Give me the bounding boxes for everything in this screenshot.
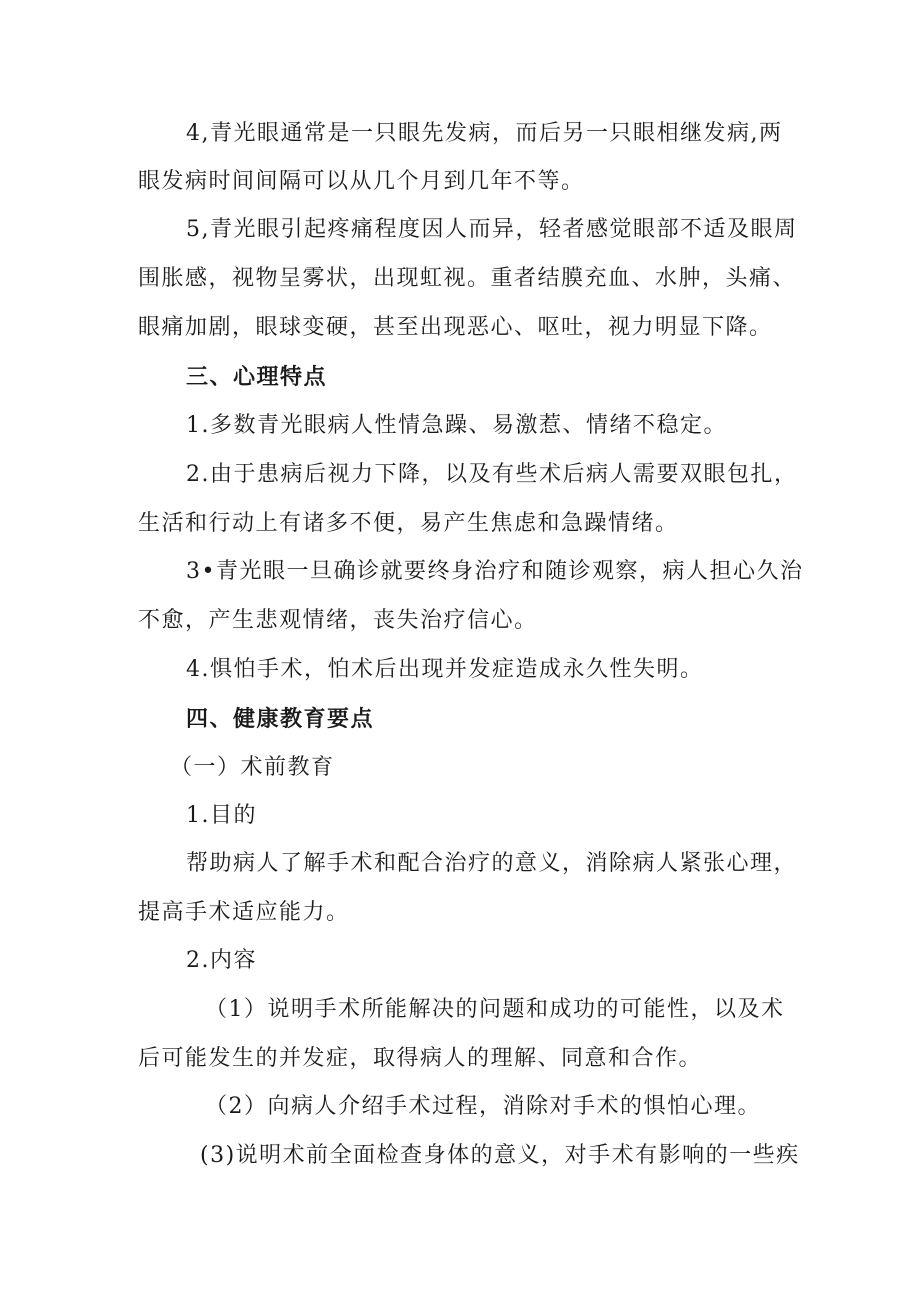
list-item: 3•青光眼一旦确诊就要终身治疗和随诊观察，病人担心久治 — [186, 559, 804, 584]
list-item: 1.多数青光眼病人性情急躁、易激惹、情绪不稳定。 — [186, 413, 727, 438]
paragraph-line: 5,青光眼引起疼痛程度因人而异，轻者感觉眼部不适及眼周 — [186, 217, 798, 242]
paragraph-line: 眼发病时间间隔可以从几个月到几年不等。 — [138, 169, 585, 194]
paragraph-line: 围胀感，视物呈雾状，出现虹视。重者结膜充血、水肿，头痛、 — [138, 266, 797, 291]
list-item: 4.惧怕手术，怕术后出现并发症造成永久性失明。 — [186, 657, 704, 682]
subsection-heading: （一）术前教育 — [170, 755, 335, 780]
list-item: （2）向病人介绍手术过程，消除对手术的惧怕心理。 — [205, 1094, 761, 1119]
paragraph-line: 眼痛加剧，眼球变硬，甚至出现恶心、呕吐，视力明显下降。 — [138, 315, 773, 340]
section-heading: 三、心理特点 — [186, 364, 328, 390]
paragraph-line: 提高手术适应能力。 — [138, 900, 350, 925]
paragraph-line: 4,青光眼通常是一只眼先发病，而后另一只眼相继发病,两 — [186, 121, 783, 146]
list-item: (3)说明术前全面检查身体的意义，对手术有影响的一些疾 — [200, 1143, 800, 1168]
paragraph-line: 帮助病人了解手术和配合治疗的意义，消除病人紧张心理， — [186, 851, 798, 876]
section-heading: 四、健康教育要点 — [186, 706, 375, 732]
list-item: 2.由于患病后视力下降，以及有些术后病人需要双眼包扎， — [186, 462, 798, 487]
paragraph-line: 后可能发生的并发症，取得病人的理解、同意和合作。 — [138, 1046, 703, 1071]
paragraph-line: 生活和行动上有诸多不便，易产生焦虑和急躁情绪。 — [138, 511, 679, 536]
paragraph-line: 不愈，产生悲观情绪，丧失治疗信心。 — [138, 608, 538, 633]
list-item: 1.目的 — [186, 803, 257, 828]
list-item: （1）说明手术所能解决的问题和成功的可能性，以及术 — [205, 997, 785, 1022]
list-item: 2.内容 — [186, 948, 257, 973]
